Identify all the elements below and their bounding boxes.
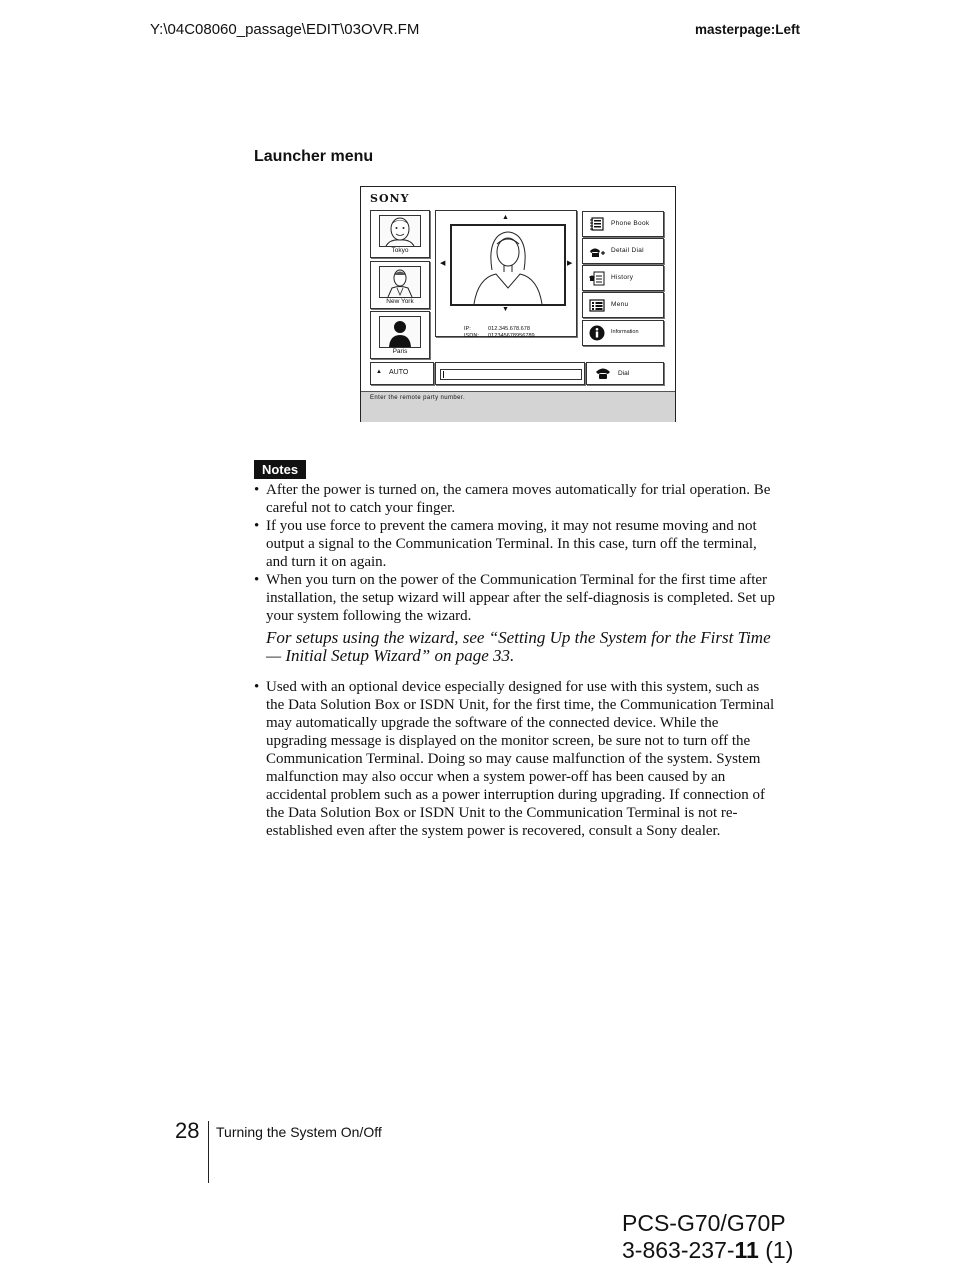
header-file-path: Y:\04C08060_passage\EDIT\03OVR.FM [150, 21, 420, 38]
wizard-cross-reference: For setups using the wizard, see “Setting Up the System for the First Time — Initial Setup Wizard” on page 33. [266, 628, 771, 665]
history-label: History [611, 274, 634, 281]
number-entry-panel [435, 362, 585, 385]
video-preview-panel[interactable] [435, 210, 577, 337]
note-text: Used with an optional device especially designed for use with this system, such as the Data Solution Box or ISDN Unit, for the first time, the Communication Terminal may automatically upgrade the software of the connected device. While the upgrading message is displayed on the monitor screen, be sure not to turn off the Communication Terminal. Doing so may cause malfunction of the system. System malfunction may also occur when a system power-off has been caused by an accidental problem such as a power interruption during upgrading. If connection of the Data Solution Box or ISDN Unit to the Communication Terminal is not re-established even after the system power is recovered, consult a Sony dealer. [266, 679, 775, 839]
site-tile-tokyo[interactable] [370, 210, 430, 258]
phone-book-label: Phone Book [611, 220, 650, 227]
ip-label: IP: [464, 326, 471, 332]
notes-badge: Notes [254, 460, 306, 479]
site-label-paris: Paris [392, 348, 408, 355]
site-tile-new-york[interactable] [370, 261, 430, 309]
model-name: PCS-G70/G70P [622, 1210, 786, 1236]
note-text: After the power is turned on, the camera moves automatically for trial operation. Be careful not to catch your finger. [266, 482, 771, 516]
remote-number-input[interactable] [440, 369, 582, 380]
footer-divider [208, 1121, 209, 1183]
new-york-portrait-icon [379, 266, 421, 298]
status-message: Enter the remote party number. [370, 395, 466, 401]
bullet-icon: • [254, 482, 260, 498]
footer-chapter-title: Turning the System On/Off [216, 1124, 382, 1140]
ip-value: 012.345.678.678 [488, 326, 530, 332]
part-number [622, 1237, 793, 1264]
note-text: When you turn on the power of the Communication Terminal for the first time after installation, the setup wizard will appear after the self-diagnosis is completed. Set up your system following the wizard. [266, 572, 776, 624]
part-number-prefix: 3-863-237- [622, 1237, 735, 1263]
note-item [254, 481, 780, 517]
bullet-icon: • [254, 572, 260, 588]
pan-right-arrow-icon[interactable]: ▶ [567, 260, 573, 267]
menu-button[interactable] [582, 292, 664, 318]
information-icon [589, 325, 605, 341]
sony-logo: SONY [370, 192, 410, 205]
menu-icon [589, 297, 605, 313]
bullet-icon: • [254, 679, 260, 695]
section-title: Launcher menu [254, 148, 374, 165]
text-cursor [443, 371, 444, 378]
bullet-icon: • [254, 518, 260, 534]
launcher-screen [360, 186, 676, 422]
dial-button[interactable] [586, 362, 664, 385]
phone-icon [595, 366, 611, 380]
connection-info [464, 326, 535, 340]
isdn-label: ISDN: [464, 333, 479, 339]
information-button[interactable] [582, 320, 664, 346]
site-label-tokyo: Tokyo [391, 247, 409, 254]
model-block [622, 1210, 793, 1264]
site-tile-paris[interactable] [370, 311, 430, 359]
detail-dial-label: Detail Dial [611, 247, 644, 254]
header-masterpage: masterpage:Left [695, 22, 801, 37]
phone-book-icon [589, 216, 605, 232]
note-item [254, 571, 780, 625]
status-bar [361, 391, 675, 422]
phone-book-button[interactable] [582, 211, 664, 237]
dial-label: Dial [618, 370, 630, 377]
isdn-value: 012345678956789 [488, 333, 535, 339]
paris-silhouette-icon [379, 316, 421, 348]
note-text: If you use force to prevent the camera moving, it may not resume moving and not output a signal to the Communication Terminal. In this case, turn off the terminal, and turn it on again. [266, 518, 757, 570]
tokyo-portrait-icon [379, 215, 421, 247]
note-item [254, 517, 780, 571]
part-number-bold: 11 [734, 1237, 759, 1263]
history-icon [589, 270, 605, 286]
detail-dial-button[interactable] [582, 238, 664, 264]
site-label-new-york: New York [386, 298, 414, 305]
pan-left-arrow-icon[interactable]: ◀ [440, 260, 446, 267]
part-number-suffix: (1) [758, 1237, 794, 1263]
pan-down-arrow-icon[interactable]: ▼ [502, 306, 509, 313]
auto-label: AUTO [389, 369, 409, 376]
history-button[interactable] [582, 265, 664, 291]
note-item [254, 678, 780, 840]
pan-up-arrow-icon[interactable]: ▲ [502, 214, 509, 221]
camera-preview-image [450, 224, 566, 306]
information-label: Information [611, 329, 639, 335]
detail-dial-icon [589, 243, 605, 259]
triangle-up-icon: ▲ [376, 369, 382, 375]
auto-button[interactable] [370, 362, 434, 385]
page-number: 28 [175, 1118, 200, 1143]
menu-label: Menu [611, 301, 629, 308]
